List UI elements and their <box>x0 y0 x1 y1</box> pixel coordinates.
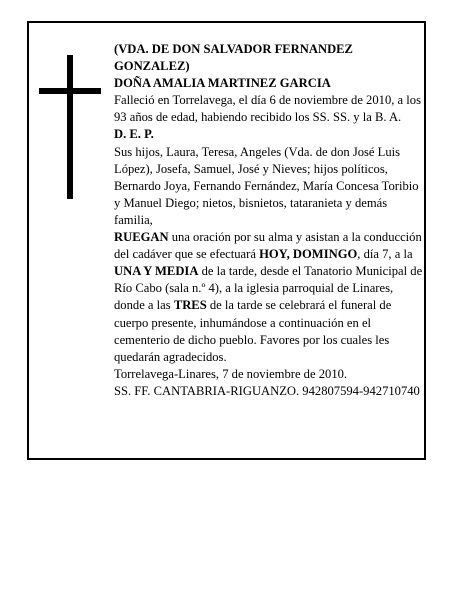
place-date: Torrelavega-Linares, 7 de noviembre de 2010. <box>114 366 348 381</box>
conduction-time: UNA Y MEDIA <box>114 264 199 279</box>
funeral-request <box>114 229 424 366</box>
obituary-notice <box>27 21 426 460</box>
cross-vertical-bar <box>67 55 73 199</box>
request-text-3: de la tarde, desde el Tanatorio Municipal de Río Cabo (sala n.º 4), a la iglesia parroquial de Linares, donde a las <box>114 264 423 313</box>
ruegan-word: RUEGAN <box>114 230 169 245</box>
request-text-2: , día 7, a la <box>357 247 413 262</box>
funeral-day: HOY, DOMINGO <box>259 247 358 262</box>
cross-icon <box>39 55 101 199</box>
widow-line: (VDA. DE DON SALVADOR FERNANDEZ GONZALEZ) <box>114 42 353 74</box>
funeral-home: SS. FF. CANTABRIA-RIGUANZO. 942807594-942710740 <box>114 383 420 398</box>
request-text-1: una oración por su alma y asistan a la conducción del cadáver que se efectuará <box>114 230 422 262</box>
cross-horizontal-bar <box>39 88 101 94</box>
request-text-4: de la tarde se celebrará el funeral de cuerpo presente, inhumándose a continuación en el cementerio de dicho pueblo. Favores por los cuales les quedarán agradecidos. <box>114 298 392 364</box>
family-list: Sus hijos, Laura, Teresa, Angeles (Vda. de don José Luis López), Josefa, Samuel, José y Nieves; hijos políticos, Bernardo Joya, Fernando Fernández, María Concesa Toribio y Manuel Diego; nietos, bisnietos, tataranieta y demás familia, <box>114 144 419 227</box>
death-announcement: Falleció en Torrelavega, el día 6 de noviembre de 2010, a los 93 años de edad, habiendo recibido los SS. SS. y la B. A. <box>114 93 421 125</box>
deceased-name: DOÑA AMALIA MARTINEZ GARCIA <box>114 76 331 91</box>
dep-line: D. E. P. <box>114 127 154 142</box>
funeral-time: TRES <box>173 298 207 313</box>
obituary-text <box>114 41 424 400</box>
